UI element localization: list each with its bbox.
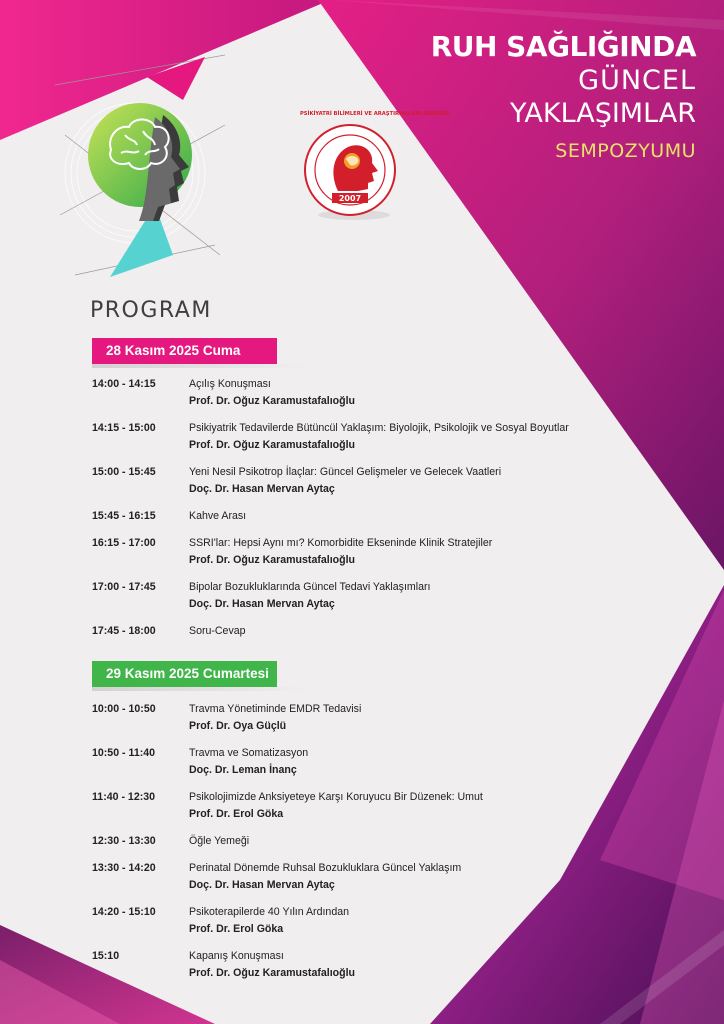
session-time: 17:00 - 17:45	[92, 581, 156, 593]
session-time: 15:10	[92, 950, 120, 962]
session-topic: Psikiyatrik Tedavilerde Bütüncül Yaklaşım: Biyolojik, Psikolojik ve Sosyal Boyutlar	[189, 422, 569, 434]
session-time: 10:00 - 10:50	[92, 703, 156, 715]
session-speaker: Prof. Dr. Erol Göka	[189, 923, 284, 935]
session-speaker: Prof. Dr. Oya Güçlü	[189, 720, 287, 732]
session-time: 15:00 - 15:45	[92, 466, 156, 478]
day-banner-shadow	[92, 364, 307, 368]
session-time: 11:40 - 12:30	[92, 791, 156, 803]
brain-head-logo	[55, 45, 225, 285]
session-time: 14:20 - 15:10	[92, 906, 156, 918]
session-speaker: Doç. Dr. Leman İnanç	[189, 764, 297, 776]
session-topic: Psikoterapilerde 40 Yılın Ardından	[189, 906, 349, 918]
seal-ring-text: PSİKİYATRİ BİLİMLERİ VE ARAŞTIRMALARI DERNEĞİ	[300, 111, 450, 117]
session-speaker: Doç. Dr. Hasan Mervan Aytaç	[189, 879, 335, 891]
title-line-3: YAKLAŞIMLAR	[510, 98, 696, 129]
day-2-banner: 29 Kasım 2025 Cumartesi	[92, 661, 277, 687]
title-line-2: GÜNCEL	[578, 65, 696, 96]
session-time: 10:50 - 11:40	[92, 747, 156, 759]
session-speaker: Prof. Dr. Oğuz Karamustafalıoğlu	[189, 967, 355, 979]
session-topic: Yeni Nesil Psikotrop İlaçlar: Güncel Gelişmeler ve Gelecek Vaatleri	[189, 466, 502, 478]
session-topic: Açılış Konuşması	[189, 378, 271, 390]
session-topic: Kapanış Konuşması	[189, 950, 284, 962]
seal-year: 2007	[338, 194, 362, 203]
session-topic: Öğle Yemeği	[189, 835, 250, 847]
session-topic: Travma ve Somatizasyon	[189, 747, 309, 759]
title-line-1: RUH SAĞLIĞINDA	[430, 30, 696, 63]
session-time: 16:15 - 17:00	[92, 537, 156, 549]
session-time: 17:45 - 18:00	[92, 625, 156, 637]
session-topic: SSRI'lar: Hepsi Aynı mı? Komorbidite Ekseninde Klinik Stratejiler	[189, 537, 493, 549]
session-speaker: Prof. Dr. Oğuz Karamustafalıoğlu	[189, 554, 355, 566]
session-speaker: Doç. Dr. Hasan Mervan Aytaç	[189, 598, 335, 610]
session-speaker: Doç. Dr. Hasan Mervan Aytaç	[189, 483, 335, 495]
session-speaker: Prof. Dr. Oğuz Karamustafalıoğlu	[189, 439, 355, 451]
session-topic: Perinatal Dönemde Ruhsal Bozukluklara Güncel Yaklaşım	[189, 862, 462, 874]
session-time: 13:30 - 14:20	[92, 862, 156, 874]
session-topic: Bipolar Bozukluklarında Güncel Tedavi Yaklaşımları	[189, 581, 431, 593]
session-speaker: Prof. Dr. Erol Göka	[189, 808, 284, 820]
event-title	[431, 30, 696, 162]
session-topic: Kahve Arası	[189, 510, 247, 522]
session-topic: Travma Yönetiminde EMDR Tedavisi	[189, 703, 362, 715]
session-topic: Psikolojimizde Anksiyeteye Karşı Koruyucu Bir Düzenek: Umut	[189, 791, 483, 803]
title-line-4: SEMPOZYUMU	[555, 140, 696, 162]
association-seal-logo	[300, 111, 450, 225]
session-speaker: Prof. Dr. Oğuz Karamustafalıoğlu	[189, 395, 355, 407]
session-time: 14:00 - 14:15	[92, 378, 156, 390]
day-banner-shadow	[92, 687, 307, 691]
session-time: 15:45 - 16:15	[92, 510, 156, 522]
day-1-banner: 28 Kasım 2025 Cuma	[92, 338, 277, 364]
session-time: 14:15 - 15:00	[92, 422, 156, 434]
session-time: 12:30 - 13:30	[92, 835, 156, 847]
session-topic: Soru-Cevap	[189, 625, 246, 637]
program-heading: PROGRAM	[90, 298, 212, 323]
